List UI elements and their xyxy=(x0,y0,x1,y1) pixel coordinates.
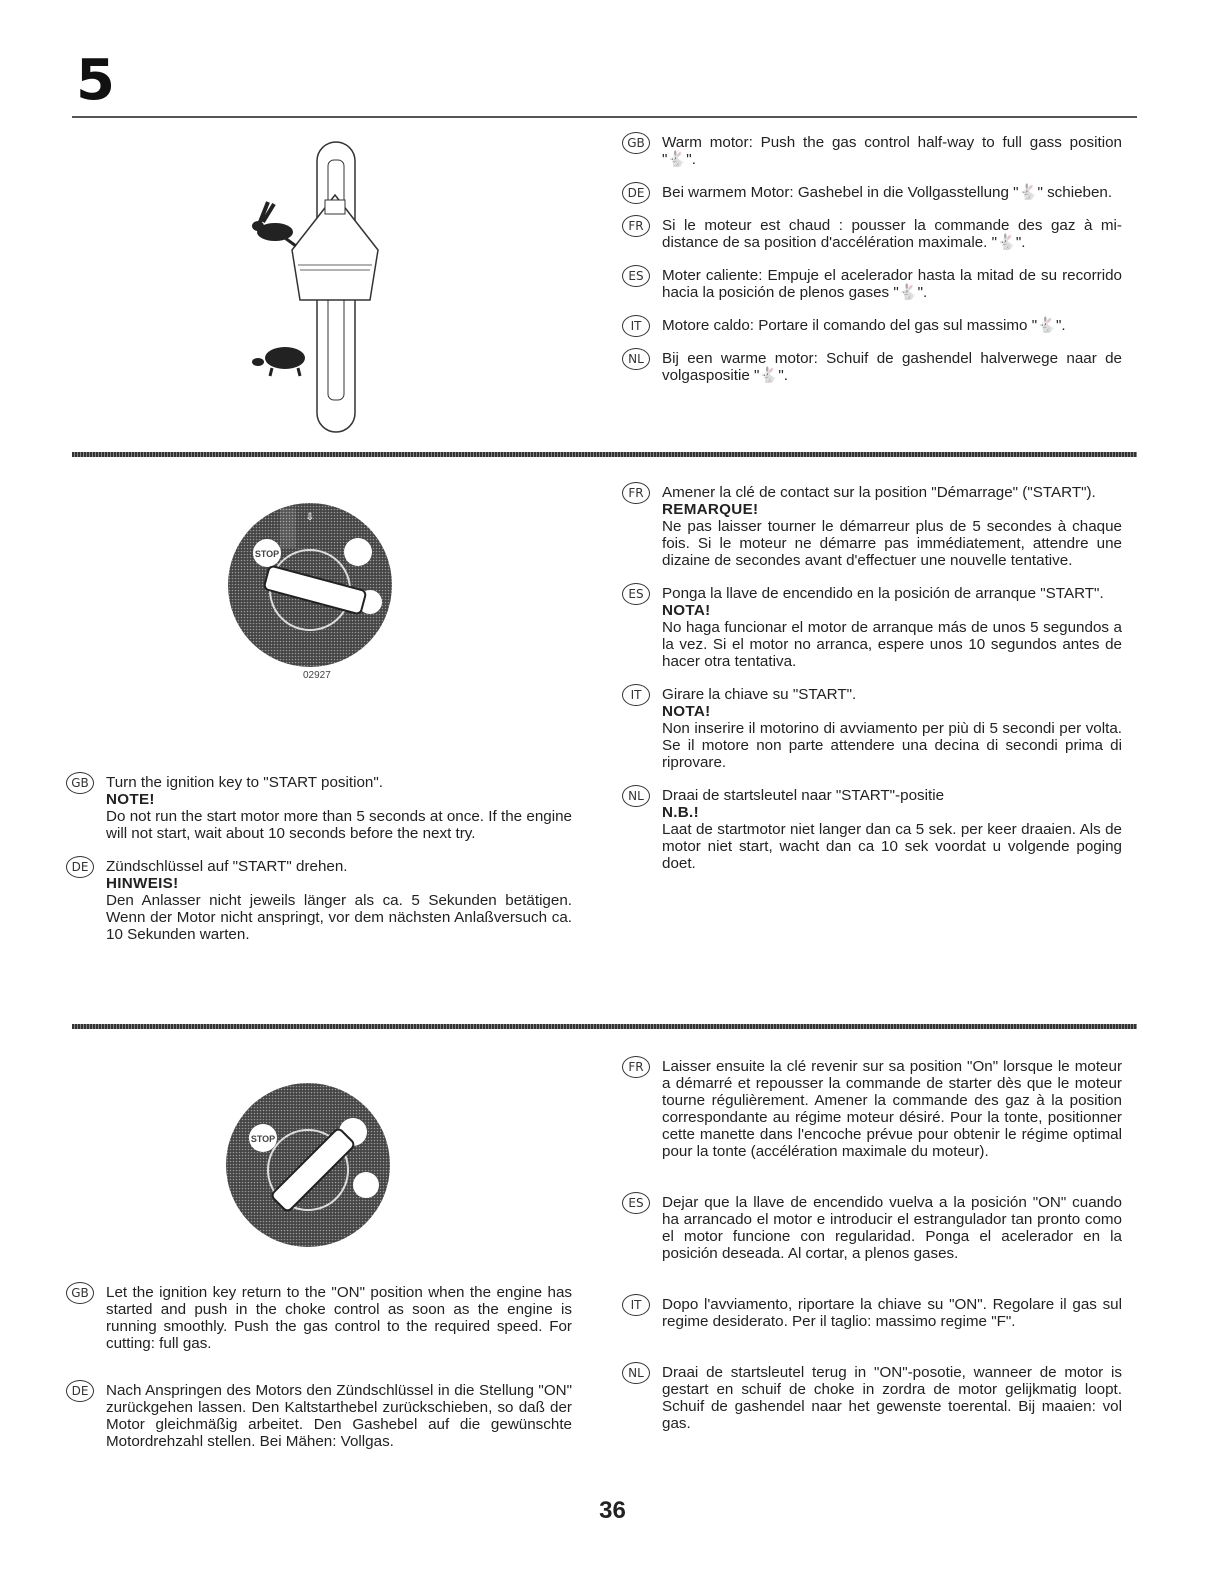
lang-text: Nach Anspringen des Motors den Zündschlüssel in die Stellung "ON" zurückgehen lassen. Den Kaltstarthebel zurückschieben, so daß der Motor gleichmäßig arbeitet. Den Gashebel auf die gewünschte Motordrehzahl stellen. Bei Mähen: Vollgas. xyxy=(106,1382,572,1450)
lang-item xyxy=(622,350,1122,384)
lang-code-badge: GB xyxy=(66,1282,94,1304)
lang-text: Draai de startsleutel naar "START"-positie xyxy=(662,787,945,804)
lang-text: Warm motor: Push the gas control half-way to full gass position "🐇". xyxy=(662,134,1122,168)
lang-item xyxy=(622,134,1122,168)
section2-right-text xyxy=(622,484,1122,888)
note-heading: NOTA! xyxy=(662,602,711,619)
lang-code-badge: NL xyxy=(622,1362,650,1384)
lang-text: Zündschlüssel auf "START" drehen. xyxy=(106,858,348,875)
lang-item xyxy=(66,1284,572,1352)
lang-code-badge: FR xyxy=(622,215,650,237)
lang-text: Girare la chiave su "START". xyxy=(662,686,857,703)
image-caption: 02927 xyxy=(303,670,331,681)
lang-code-badge: DE xyxy=(622,182,650,204)
section2-left-text xyxy=(66,774,572,959)
note-body: Laat de startmotor niet langer dan ca 5 sek. per keer draaien. Als de motor niet start, wacht dan ca 10 sek voordat u volgende poging doet. xyxy=(662,821,1122,872)
lang-item xyxy=(622,1058,1122,1160)
ignition-switch-icon xyxy=(225,490,395,690)
svg-text:⇩: ⇩ xyxy=(305,512,315,523)
section-divider xyxy=(72,452,1137,457)
lang-item xyxy=(622,686,1122,771)
note-heading: REMARQUE! xyxy=(662,501,759,518)
svg-text:STOP: STOP xyxy=(250,1134,276,1144)
lang-text: Draai de startsleutel terug in "ON"-posotie, wanneer de motor is gestart en schuif de choke in zordra de motor gelijkmatig loopt. Schuif de gashendel naar het gewenste toerental. Bij maaien: vol gas. xyxy=(662,1364,1122,1432)
lang-text: Dejar que la llave de encendido vuelva a la posición "ON" cuando ha arrancado el motor e introducir el estrangulador tan pronto como el motor funcione con regularidad. Ponga el acelerador en la posición deseada. Al cortar, a plenos gases. xyxy=(662,1194,1122,1262)
lang-code-badge: NL xyxy=(622,785,650,807)
lang-code-badge: ES xyxy=(622,583,650,605)
note-heading: NOTA! xyxy=(662,703,711,720)
lang-item xyxy=(66,858,572,943)
lang-item xyxy=(622,184,1122,201)
note-heading: N.B.! xyxy=(662,804,699,821)
hare-icon xyxy=(252,202,296,246)
lang-text: Moter caliente: Empuje el acelerador hasta la mitad de su recorrido hacia la posición de plenos gases "🐇". xyxy=(662,267,1122,301)
lang-text: Laisser ensuite la clé revenir sur sa position "On" lorsque le moteur a démarré et repousser la commande de starter dès que le moteur tourne régulièrement. Amener la commande des gaz à la position correspondante au régime moteur désiré. Pour la tonte, positionner cette manette dans l'encoche prévue pour obtenir le régime optimal pour la tonte (accélération maximale du moteur). xyxy=(662,1058,1122,1160)
note-heading: HINWEIS! xyxy=(106,875,179,892)
lang-item xyxy=(622,267,1122,301)
lang-item xyxy=(66,774,572,842)
lang-item xyxy=(622,484,1122,569)
section3-left-text xyxy=(66,1284,572,1466)
lang-code-badge: GB xyxy=(622,132,650,154)
lang-item xyxy=(622,585,1122,670)
note-body: Do not run the start motor more than 5 seconds at once. If the engine will not start, wait about 10 seconds before the next try. xyxy=(106,808,572,842)
note-body: No haga funcionar el motor de arranque más de unos 5 segundos a la vez. Si el motor no arranca, espere unos 10 segundos antes de hacer otra tentativa. xyxy=(662,619,1122,670)
lang-text: Let the ignition key return to the "ON" position when the engine has started and push in the choke control as soon as the engine is running smoothly. Push the gas control to the required speed. For cutting: full gas. xyxy=(106,1284,572,1352)
lang-text: Ponga la llave de encendido en la posición de arranque "START". xyxy=(662,585,1104,602)
page-number: 36 xyxy=(599,1497,626,1524)
lang-code-badge: IT xyxy=(622,684,650,706)
note-body: Ne pas laisser tourner le démarreur plus de 5 secondes à chaque fois. Si le moteur ne démarre pas immédiatement, attendre une dizaine de secondes avant d'effectuer une nouvelle tentative. xyxy=(662,518,1122,569)
lang-item xyxy=(622,787,1122,872)
lang-code-badge: FR xyxy=(622,482,650,504)
lang-item xyxy=(66,1382,572,1450)
lang-text: Motore caldo: Portare il comando del gas sul massimo "🐇". xyxy=(662,317,1066,334)
lang-code-badge: NL xyxy=(622,348,650,370)
note-body: Non inserire il motorino di avviamento per più di 5 secondi per volta. Se il motore non parte attendere una decina di secondi prima di riprovare. xyxy=(662,720,1122,771)
lang-text: Turn the ignition key to "START position". xyxy=(106,774,383,791)
section-divider xyxy=(72,1024,1137,1029)
lang-text: Amener la clé de contact sur la position "Démarrage" ("START"). xyxy=(662,484,1096,501)
section1-text xyxy=(622,134,1122,400)
lang-code-badge: ES xyxy=(622,1192,650,1214)
lang-code-badge: FR xyxy=(622,1056,650,1078)
lang-code-badge: GB xyxy=(66,772,94,794)
lang-code-badge: IT xyxy=(622,315,650,337)
lang-code-badge: IT xyxy=(622,1294,650,1316)
lang-text: Bei warmem Motor: Gashebel in die Vollgasstellung "🐇" schieben. xyxy=(662,184,1113,201)
section3-right-text xyxy=(622,1058,1122,1448)
lang-item xyxy=(622,317,1122,334)
header-rule xyxy=(72,116,1137,118)
lang-item xyxy=(622,1364,1122,1432)
note-body: Den Anlasser nicht jeweils länger als ca. 5 Sekunden betätigen. Wenn der Motor nicht anspringt, vor dem nächsten Anlaßversuch ca. 10 Sekunden warten. xyxy=(106,892,572,943)
ignition-switch-on-icon xyxy=(223,1070,393,1260)
lang-text: Bij een warme motor: Schuif de gashendel halverwege naar de volgaspositie "🐇". xyxy=(662,350,1122,384)
lang-item xyxy=(622,1194,1122,1262)
lang-code-badge: DE xyxy=(66,856,94,878)
note-heading: NOTE! xyxy=(106,791,155,808)
tortoise-icon xyxy=(252,347,305,376)
lang-item xyxy=(622,1296,1122,1330)
throttle-lever-illustration xyxy=(230,140,400,440)
lang-item xyxy=(622,217,1122,251)
lang-text: Si le moteur est chaud : pousser la commande des gaz à mi-distance de sa position d'accélération maximale. "🐇". xyxy=(662,217,1122,251)
lang-text: Dopo l'avviamento, riportare la chiave su "ON". Regolare il gas sul regime desiderato. Per il taglio: massimo regime "F". xyxy=(662,1296,1122,1330)
chapter-number: 5 xyxy=(76,48,115,113)
lang-code-badge: ES xyxy=(622,265,650,287)
lang-code-badge: DE xyxy=(66,1380,94,1402)
svg-text:STOP: STOP xyxy=(254,549,280,559)
